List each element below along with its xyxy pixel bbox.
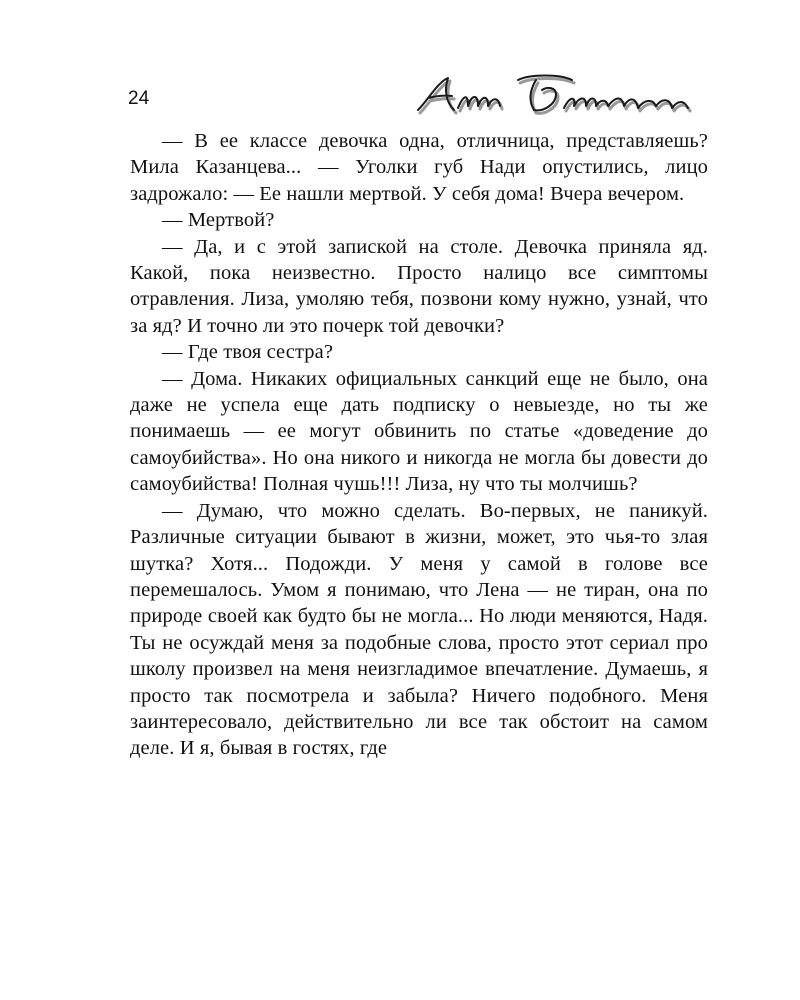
- author-signature: [410, 70, 710, 120]
- body-text: [130, 128, 708, 762]
- page-number: 24: [128, 88, 150, 109]
- paragraph: — В ее классе девочка одна, отличница, представляешь? Мила Казанцева... — Уголки губ Нади опустились, лицо задрожало: — Ее нашли мертвой. У себя дома! Вчера вечером.: [130, 130, 708, 205]
- paragraph: — Думаю, что можно сделать. Во-первых, не паникуй. Различные ситуации бывают в жизни, может, это чья-то злая шутка? Хотя... Подожди. У меня у самой в голове все перемешалось. Умом я понимаю, что Лена — не тиран, она по природе своей как будто бы не могла... Но люди меняются, Надя. Ты не осуждай меня за подобные слова, просто этот сериал про школу произвел на меня неизгладимое впечатление. Думаешь, я просто так посмотрела и забыла? Ничего подобного. Меня заинтересовало, действительно ли все так обстоит на самом деле. И я, бывая в гостях, где: [130, 499, 708, 760]
- author-signature-script: [410, 70, 710, 120]
- paragraph: — Дома. Никаких официальных санкций еще не было, она даже не успела еще дать подписку о невыезде, но ты же понимаешь — ее могут обвинить по статье «доведение до самоубийства». Но она никого и никогда не могла бы довести до самоубийства! Полная чушь!!! Лиза, ну что ты молчишь?: [130, 367, 708, 496]
- page-header: [128, 70, 710, 120]
- paragraph: — Мертвой?: [162, 209, 275, 232]
- paragraph: — Да, и с этой запиской на столе. Девочка приняла яд. Какой, пока неизвестно. Просто налицо все симптомы отравления. Лиза, умоляю тебя, позвони кому нужно, узнай, что за яд? И точно ли это почерк той девочки?: [130, 235, 708, 337]
- paragraph: — Где твоя сестра?: [162, 341, 334, 364]
